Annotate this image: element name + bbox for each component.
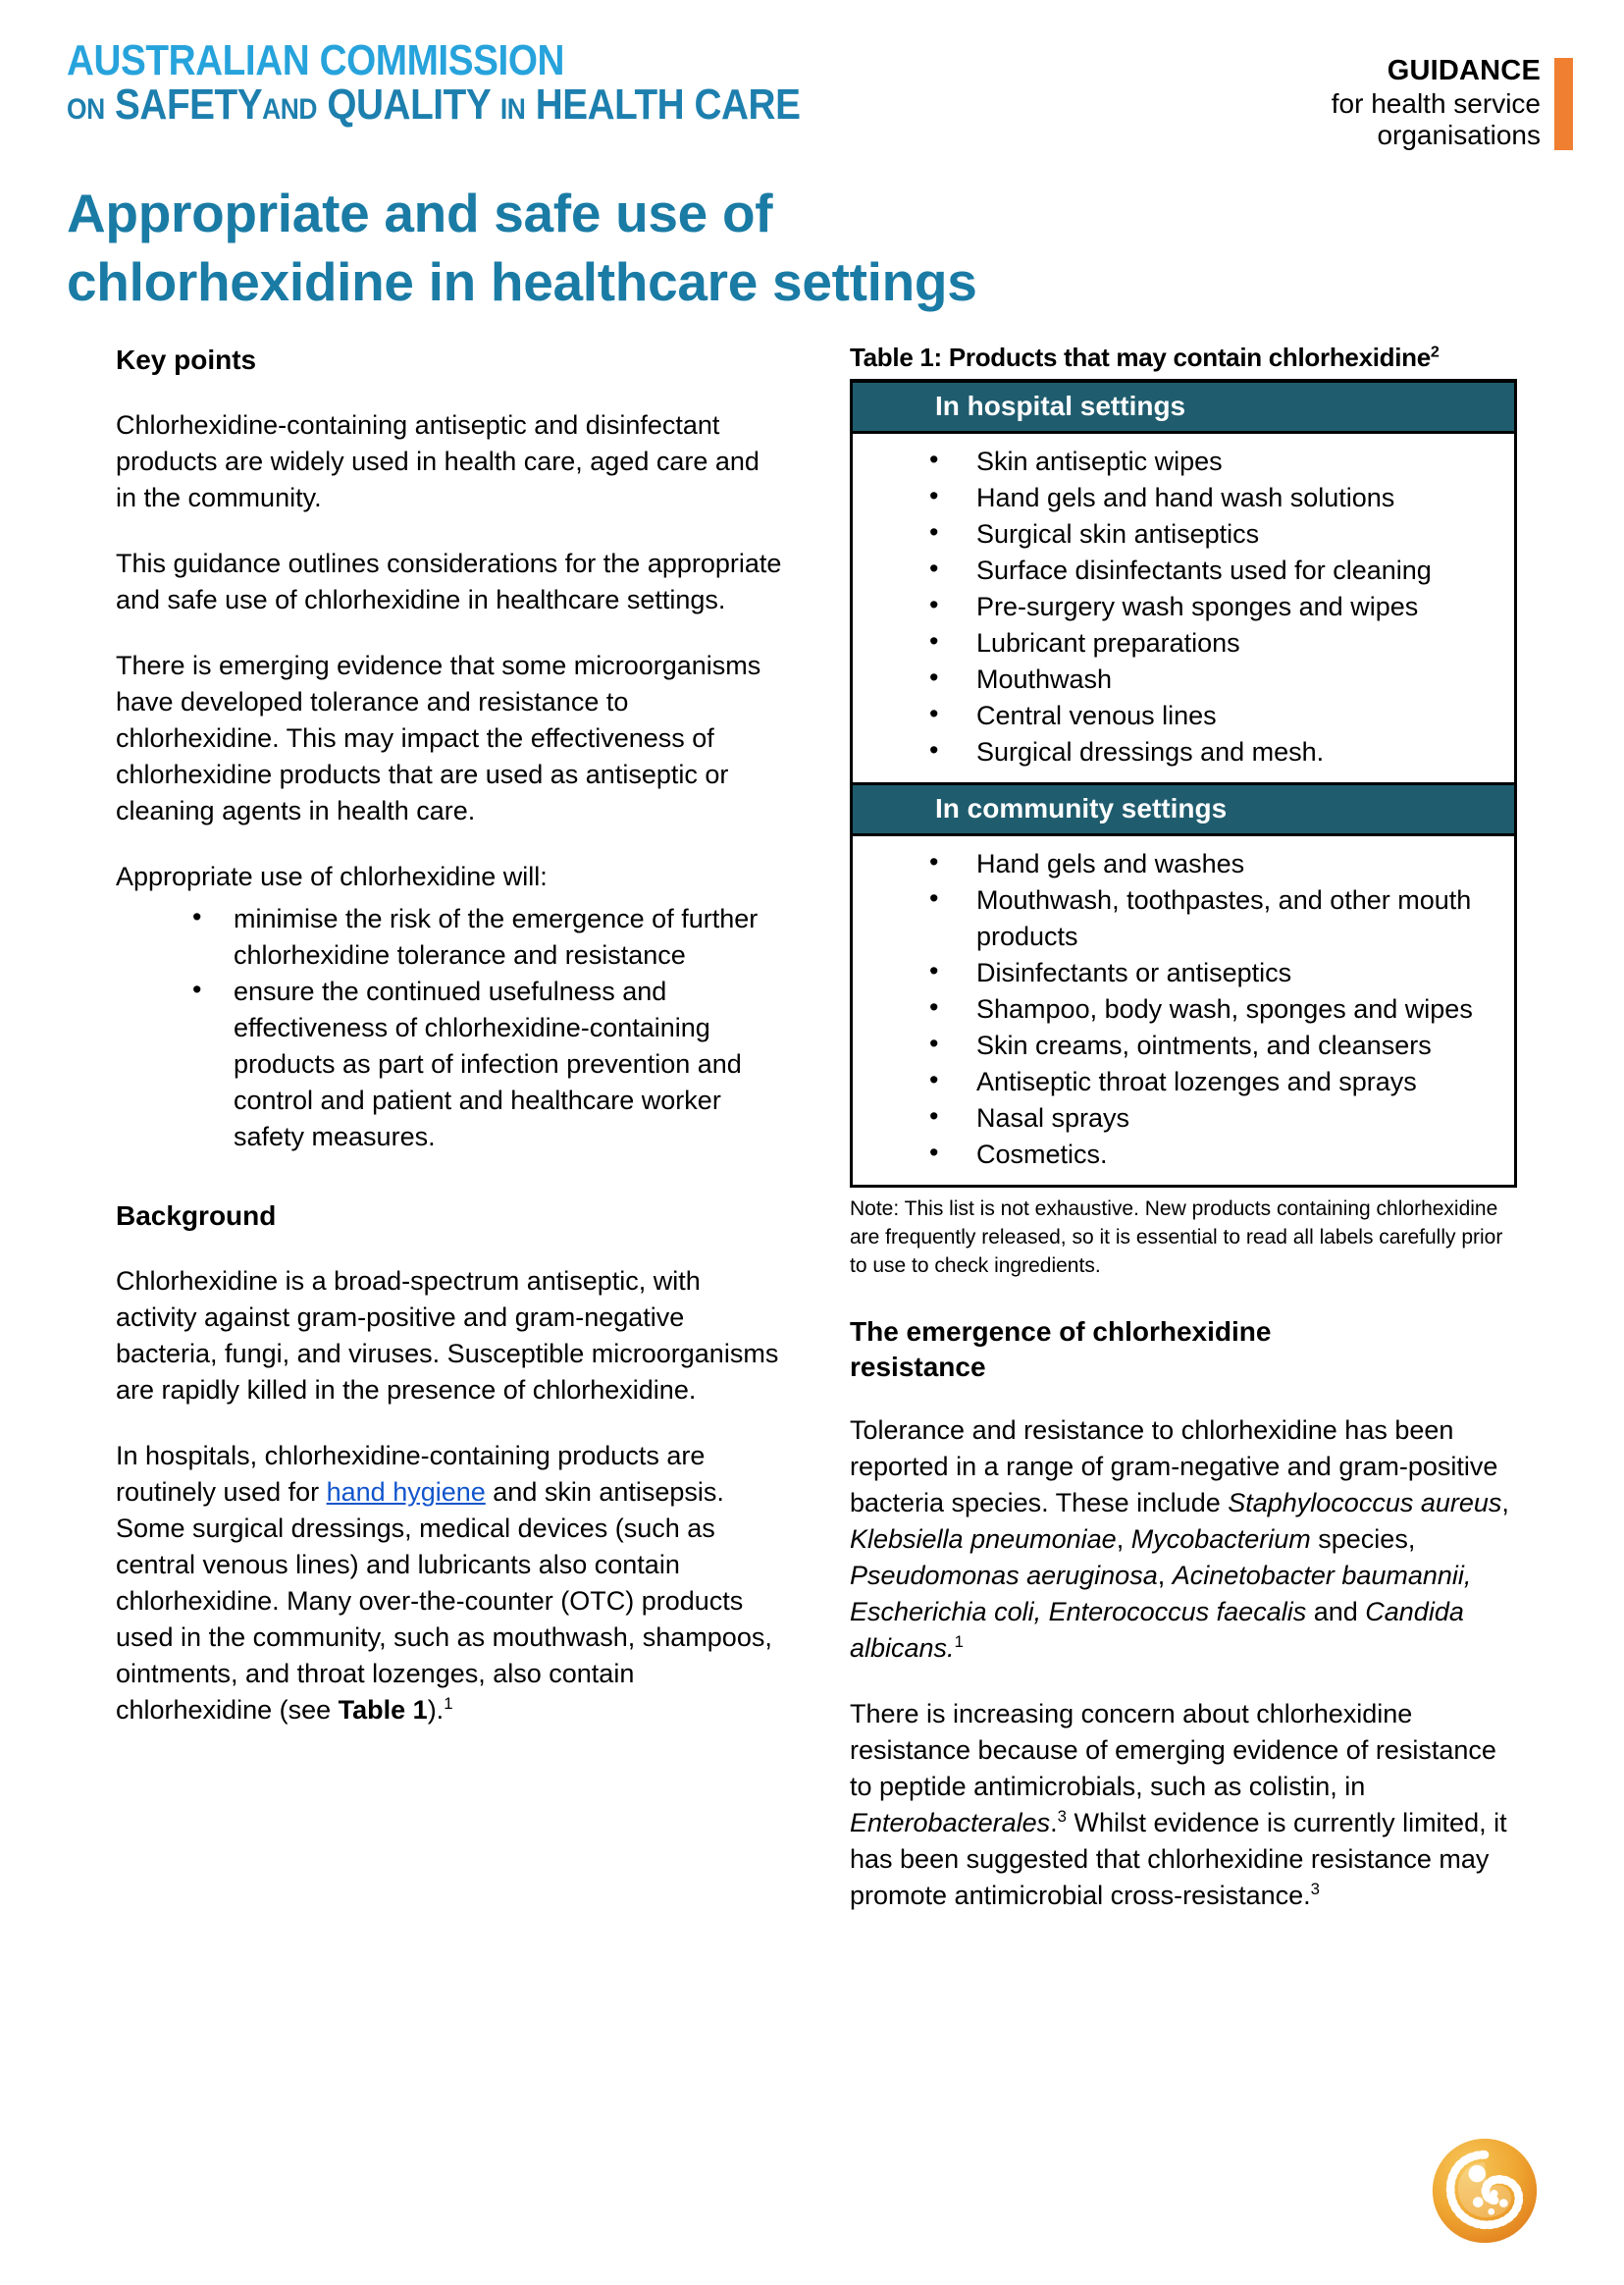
table-section-header-community: In community settings (853, 782, 1514, 836)
table-row: • Mouthwash, toothpastes, and other mouth products (929, 882, 1500, 955)
table-caption-text: Table 1: Products that may contain chlorhexidine (850, 342, 1431, 372)
table-row: • Mouthwash (929, 662, 1500, 698)
table-row: • Cosmetics. (929, 1137, 1500, 1173)
key-points-list (116, 901, 783, 1155)
table-row: • Lubricant preparations (929, 625, 1500, 662)
species-candida-albicans: Candida albicans. (850, 1597, 1464, 1664)
key-points-list-intro: Appropriate use of chlorhexidine will: (116, 862, 548, 892)
content-columns (0, 317, 1624, 1914)
table-section-body-hospital (853, 434, 1514, 782)
rp1-t4: species, (1310, 1524, 1416, 1555)
heading-background: Background (116, 1199, 277, 1231)
key-points-paragraph-1: Chlorhexidine-containing antiseptic and disinfectant products are widely used in health care, aged care and in the community. (116, 410, 760, 513)
list-item: • ensure the continued usefulness and effectiveness of chlorhexidine-containing products as part of infection prevention and control and patient and healthcare worker safety measures. (192, 974, 783, 1155)
rp1-t7: and (1306, 1597, 1366, 1627)
citation-marker: 3 (1057, 1807, 1067, 1827)
logo-word-health-care: HEALTH CARE (535, 80, 801, 129)
products-table (850, 379, 1517, 1188)
acsqhc-logo (67, 36, 900, 129)
table-row: • Pre-surgery wash sponges and wipes (929, 589, 1500, 625)
table-row: • Surgical dressings and mesh. (929, 734, 1500, 771)
rp1-t1: Tolerance and resistance to chlorhexidine has been reported in a range of gram-negative and gram-positive bacteria species. These include (850, 1415, 1498, 1518)
hospital-products-list (853, 444, 1500, 771)
table-row: • Skin creams, ointments, and cleansers (929, 1028, 1500, 1064)
bg2-text-3: ). (427, 1695, 445, 1726)
key-points-paragraph-3: There is emerging evidence that some microorganisms have developed tolerance and resistance to chlorhexidine. This may impact the effectiveness of chlorhexidine products that are used as antiseptic or cleaning agents in health care. (116, 651, 761, 826)
species-enterobacterales: Enterobacterales (850, 1808, 1051, 1838)
emergence-heading-line-2: resistance (850, 1352, 986, 1383)
table-row: • Antiseptic throat lozenges and sprays (929, 1064, 1500, 1100)
background-paragraph-1: Chlorhexidine is a broad-spectrum antiseptic, with activity against gram-positive and gram-negative bacteria, fungi, and viruses. Susceptible microorganisms are rapidly killed in the presence of chlorhexidine. (116, 1266, 779, 1406)
rp2-t3: Whilst evidence is currently limited, it has been suggested that chlorhexidine resistance may promote antimicrobial cross-resistance. (850, 1808, 1507, 1911)
left-column (116, 343, 783, 1914)
logo-line-2 (67, 80, 801, 129)
table-section-header-hospital: In hospital settings (853, 382, 1514, 434)
heading-emergence-of-resistance (850, 1314, 1517, 1386)
emergence-heading-line-1: The emergence of chlorhexidine (850, 1315, 1272, 1347)
hand-hygiene-link[interactable]: hand hygiene (326, 1477, 486, 1508)
species-escherichia-coli-enterococcus-faecalis: Escherichia coli, Enterococcus faecalis (850, 1597, 1307, 1627)
species-staphylococcus-aureus: Staphylococcus aureus (1228, 1488, 1502, 1518)
heading-key-points: Key points (116, 344, 257, 375)
microbe-badge-icon (1428, 2134, 1542, 2248)
guidance-audience-line-1: for health service (1331, 87, 1541, 119)
rp1-t3: , (1116, 1524, 1131, 1555)
table-row: • Surface disinfectants used for cleaning (929, 553, 1500, 589)
species-pseudomonas-aeruginosa: Pseudomonas aeruginosa (850, 1561, 1158, 1591)
citation-marker: 1 (444, 1694, 453, 1714)
rp2-t2: . (1050, 1808, 1058, 1838)
guidance-audience-line-2: organisations (1377, 120, 1541, 151)
table-note: Note: This list is not exhaustive. New products containing chlorhexidine are frequently released, so it is essential to read all labels carefully prior to use to check ingredients. (850, 1196, 1503, 1277)
guidance-label: GUIDANCE (1387, 55, 1541, 86)
table-1-reference: Table 1 (338, 1695, 428, 1726)
rp2-t1: There is increasing concern about chlorhexidine resistance because of emerging evidence of resistance to peptide antimicrobials, such as colistin, in (850, 1699, 1496, 1802)
background-paragraph-2 (116, 1438, 783, 1728)
logo-word-in: IN (499, 92, 526, 126)
rp1-t5: , (1157, 1561, 1173, 1591)
table-section-body-community (853, 836, 1514, 1185)
key-points-paragraph-2: This guidance outlines considerations for the appropriate and safe use of chlorhexidine in healthcare settings. (116, 549, 782, 615)
right-column (850, 343, 1517, 1914)
logo-word-on: ON (67, 92, 105, 126)
guidance-text-block (1332, 55, 1554, 152)
page-header (0, 0, 1624, 186)
bg2-text-2: and skin antisepsis. Some surgical dressings, medical devices (such as central venous lines) and lubricants also contain chlorhexidine. Many over-the-counter (OTC) products used in the community, such as mouthwash, shampoos, ointments, and throat lozenges, also contain chlorhexidine (see (116, 1477, 772, 1726)
community-products-list (853, 846, 1500, 1173)
table-caption (850, 343, 1517, 373)
logo-line-1: AUSTRALIAN COMMISSION (67, 36, 565, 84)
table-row: • Nasal sprays (929, 1100, 1500, 1137)
citation-marker: 2 (1430, 343, 1440, 361)
orange-accent-bar (1554, 58, 1573, 150)
table-row: • Hand gels and hand wash solutions (929, 480, 1500, 516)
logo-word-safety: SAFETY (115, 80, 263, 129)
list-item: • minimise the risk of the emergence of further chlorhexidine tolerance and resistance (192, 901, 783, 974)
table-row: • Disinfectants or antiseptics (929, 955, 1500, 991)
guidance-banner (1332, 55, 1573, 152)
page-title-line-2: chlorhexidine in healthcare settings (67, 251, 977, 313)
table-row: • Surgical skin antiseptics (929, 516, 1500, 553)
species-mycobacterium: Mycobacterium (1130, 1524, 1311, 1555)
page-title (0, 179, 1624, 317)
citation-marker: 1 (954, 1632, 964, 1652)
table-row: • Shampoo, body wash, sponges and wipes (929, 991, 1500, 1028)
table-row: • Skin antiseptic wipes (929, 444, 1500, 480)
bg2-text-1: In hospitals, chlorhexidine-containing products are routinely used for (116, 1441, 706, 1508)
table-row: • Hand gels and washes (929, 846, 1500, 882)
rp1-t2: , (1501, 1488, 1509, 1518)
logo-word-quality: QUALITY (327, 80, 491, 129)
resistance-paragraph-1 (850, 1412, 1517, 1667)
logo-word-and: AND (262, 92, 318, 126)
species-klebsiella-pneumoniae: Klebsiella pneumoniae (850, 1524, 1117, 1555)
citation-marker: 3 (1310, 1880, 1320, 1899)
species-acinetobacter-baumannii: Acinetobacter baumannii, (1172, 1561, 1472, 1591)
table-row: • Central venous lines (929, 698, 1500, 734)
resistance-paragraph-2 (850, 1696, 1517, 1914)
page-title-line-1: Appropriate and safe use of (67, 183, 773, 243)
